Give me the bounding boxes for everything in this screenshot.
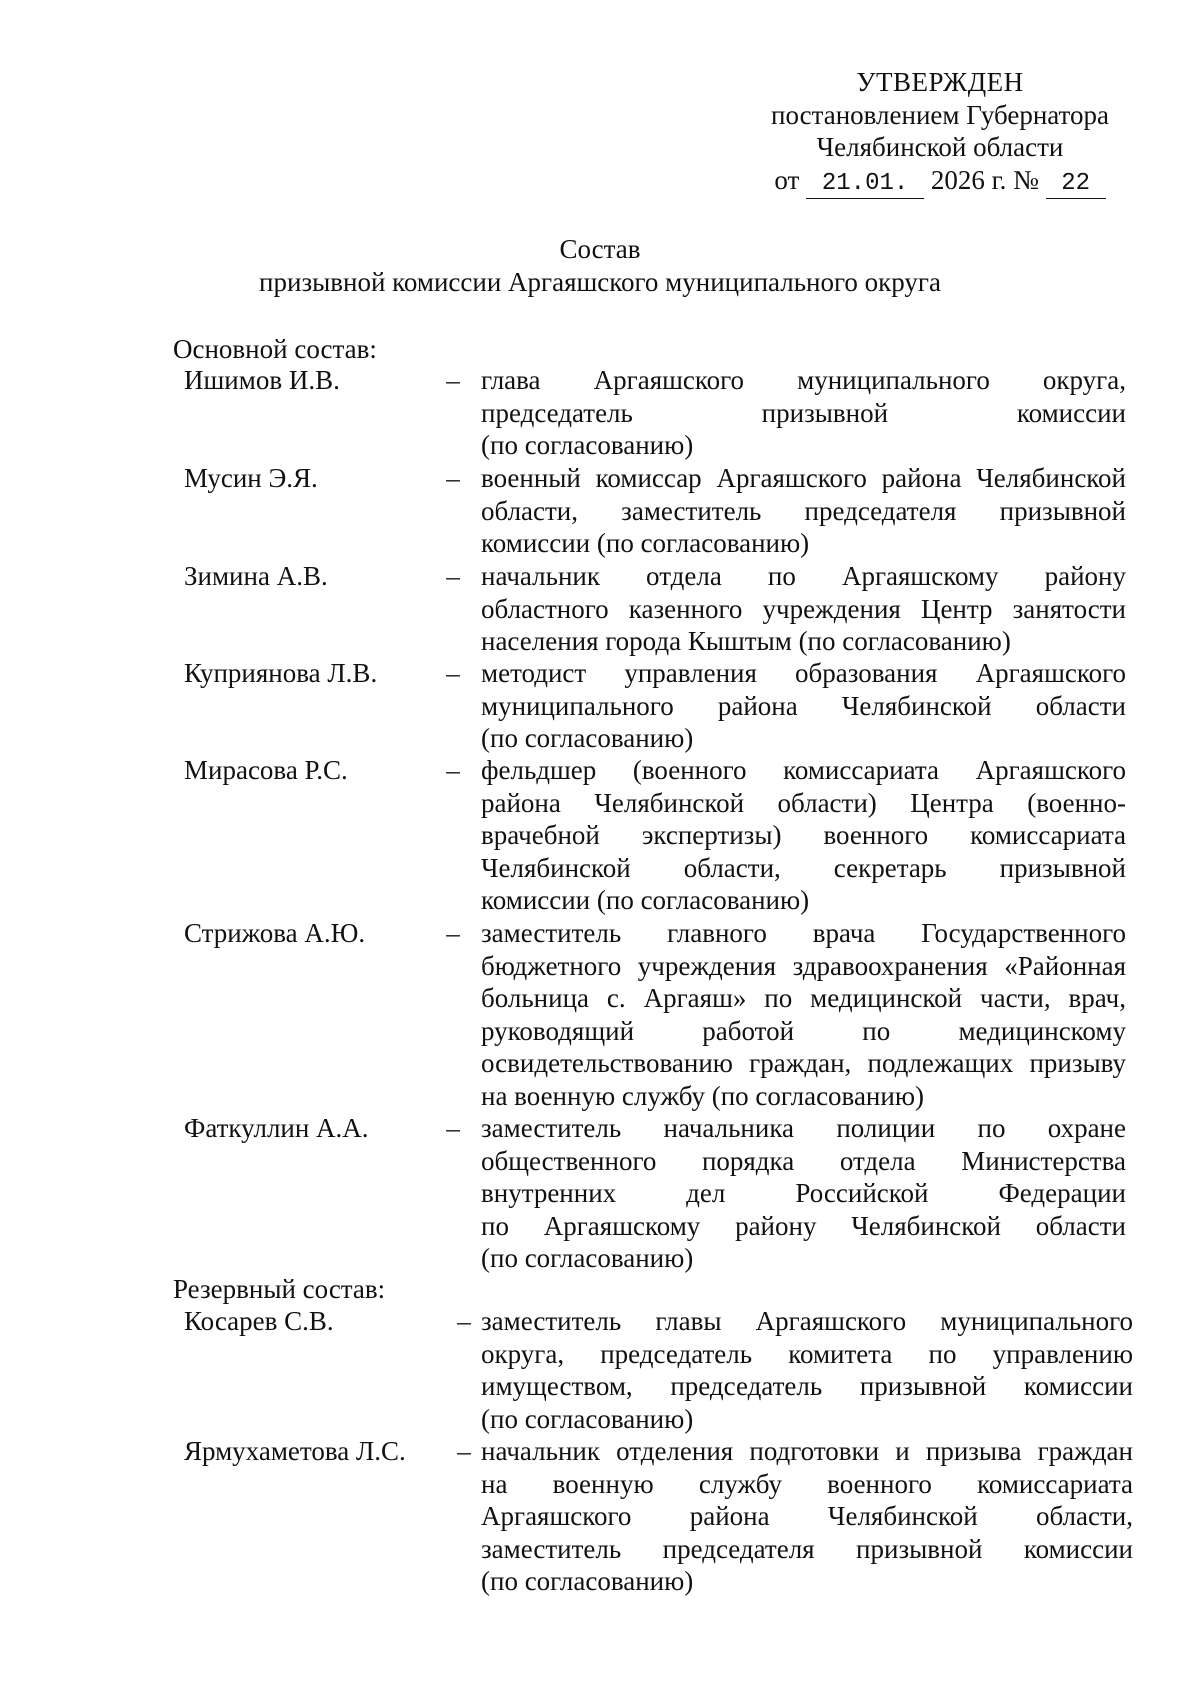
member-name: Ярмухаметова Л.С.: [184, 1436, 406, 1466]
reserve-section-label: Резервный состав:: [173, 1274, 386, 1304]
member-name: Куприянова Л.В.: [184, 658, 378, 688]
member-role: [481, 364, 1126, 462]
approval-line-1: постановлением Губернатора: [771, 99, 1109, 130]
role-line: освидетельствованию граждан, подлежащих призыву: [481, 1048, 1126, 1078]
entry-dash: –: [446, 1113, 460, 1143]
role-line: общественного порядка отдела Министерства: [481, 1145, 1126, 1176]
main-section-label: Основной состав:: [173, 334, 377, 364]
role-line: методист управления образования Аргаяшского: [481, 658, 1126, 688]
approval-heading: УТВЕРЖДЕН: [856, 67, 1024, 97]
date-prefix: от: [774, 164, 800, 195]
role-line: заместитель главы Аргаяшского муниципального: [481, 1306, 1133, 1336]
role-line: глава Аргаяшского муниципального округа,: [481, 365, 1126, 395]
role-line: (по согласованию): [481, 430, 694, 460]
role-line: внутренних дел Российской Федерации: [481, 1178, 1126, 1208]
role-line: округа, председатель комитета по управлению: [481, 1338, 1133, 1369]
role-line: начальник отдела по Аргаяшскому району: [481, 561, 1126, 591]
member-name: Стрижова А.Ю.: [184, 918, 366, 948]
role-line: руководящий работой по медицинскому: [481, 1015, 1126, 1046]
role-line: областного казенного учреждения Центр занятости: [481, 593, 1126, 624]
role-line: (по согласованию): [481, 723, 694, 753]
entry-dash: –: [446, 755, 460, 785]
member-name: Мирасова Р.С.: [184, 755, 348, 785]
approval-block: [720, 66, 1160, 199]
role-line: населения города Кыштым (по согласованию): [481, 626, 1011, 656]
role-line: Челябинской области, секретарь призывной: [481, 852, 1126, 883]
title-line-2: призывной комиссии Аргаяшского муниципального округа: [259, 266, 941, 297]
date-suffix: 2026 г. №: [930, 164, 1039, 195]
role-line: имуществом, председатель призывной комиссии: [481, 1371, 1133, 1401]
member-role: [481, 1112, 1126, 1275]
entry-dash: –: [446, 365, 460, 395]
member-role: [481, 917, 1126, 1112]
role-line: заместитель начальника полиции по охране: [481, 1113, 1126, 1143]
role-line: области, заместитель председателя призывной: [481, 495, 1126, 526]
role-line: заместитель председателя призывной комиссии: [481, 1533, 1133, 1564]
role-line: (по согласованию): [481, 1243, 694, 1273]
date-field: 21.01.: [806, 170, 924, 199]
document-title: [0, 233, 1200, 298]
role-line: района Челябинской области) Центра (военно-: [481, 787, 1126, 818]
role-line: заместитель главного врача Государственного: [481, 918, 1126, 948]
entry-dash: –: [446, 918, 460, 948]
member-name: Косарев С.В.: [184, 1306, 334, 1336]
role-line: бюджетного учреждения здравоохранения «Районная: [481, 950, 1126, 981]
role-line: на военную службу (по согласованию): [481, 1080, 924, 1111]
entry-dash: –: [457, 1306, 471, 1336]
member-name: Ишимов И.В.: [184, 365, 340, 395]
number-field: 22: [1046, 170, 1106, 199]
role-line: больница с. Аргаяш» по медицинской части, врач,: [481, 983, 1126, 1013]
member-name: Фаткуллин А.А.: [184, 1113, 369, 1143]
member-role: [481, 462, 1126, 560]
member-name: Зимина А.В.: [184, 561, 328, 591]
role-line: (по согласованию): [481, 1566, 694, 1596]
role-line: муниципального района Челябинской области: [481, 690, 1126, 721]
member-role: [481, 657, 1126, 755]
title-line-1: Состав: [559, 234, 641, 264]
entry-dash: –: [446, 561, 460, 591]
entry-dash: –: [446, 463, 460, 493]
entry-dash: –: [457, 1436, 471, 1466]
role-line: комиссии (по согласованию): [481, 528, 810, 558]
approval-date-line: [720, 164, 1160, 199]
role-line: Аргаяшского района Челябинской области,: [481, 1501, 1133, 1531]
member-role: [481, 560, 1126, 658]
member-role: [481, 1305, 1133, 1435]
member-role: [481, 1435, 1133, 1598]
role-line: комиссии (по согласованию): [481, 885, 810, 915]
member-name: Мусин Э.Я.: [184, 463, 318, 493]
role-line: по Аргаяшскому району Челябинской области: [481, 1210, 1126, 1241]
role-line: врачебной экспертизы) военного комиссариата: [481, 820, 1126, 850]
role-line: военный комиссар Аргаяшского района Челябинской: [481, 463, 1126, 493]
role-line: председатель призывной комиссии: [481, 397, 1126, 428]
role-line: на военную службу военного комиссариата: [481, 1468, 1133, 1499]
role-line: фельдшер (военного комиссариата Аргаяшского: [481, 755, 1126, 785]
approval-line-2: Челябинской области: [816, 132, 1064, 162]
member-role: [481, 754, 1126, 917]
entry-dash: –: [446, 658, 460, 688]
role-line: начальник отделения подготовки и призыва граждан: [481, 1436, 1133, 1466]
role-line: (по согласованию): [481, 1403, 694, 1434]
